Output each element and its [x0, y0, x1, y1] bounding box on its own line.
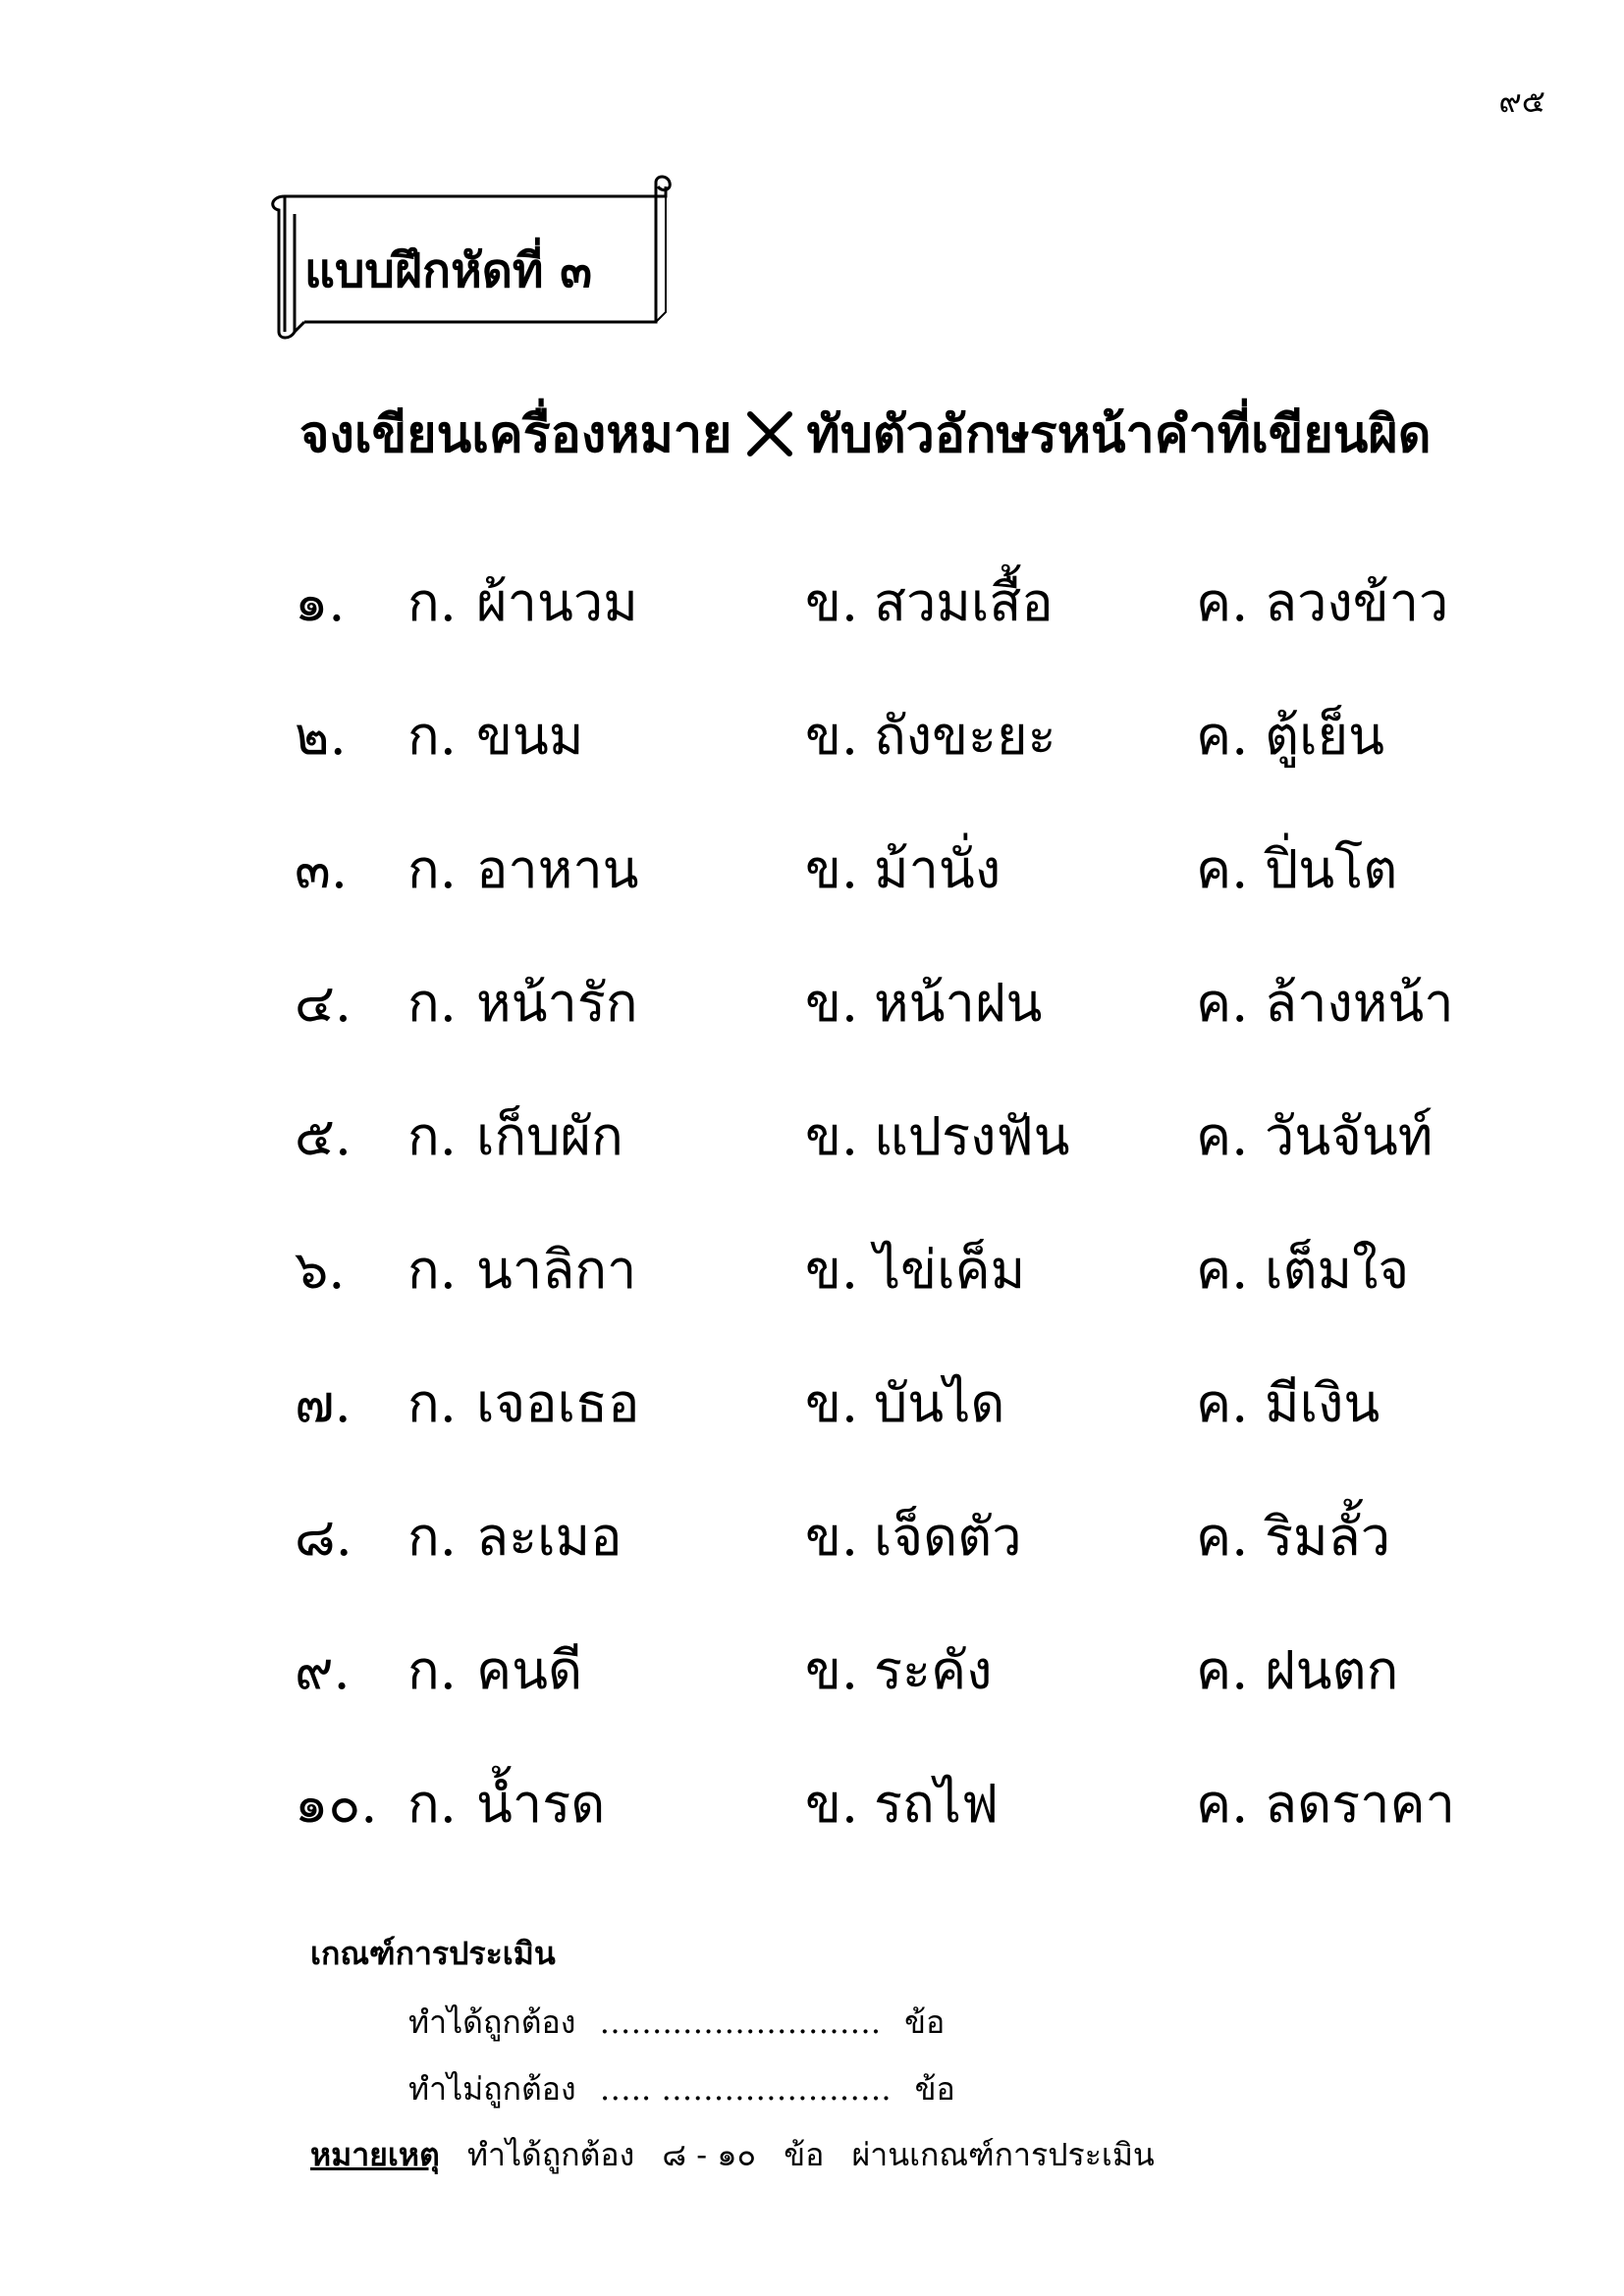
option-b[interactable] — [805, 960, 1042, 1044]
exercise-row — [295, 827, 1532, 960]
note-line — [310, 2130, 1172, 2180]
option-a[interactable] — [407, 1761, 605, 1845]
option-b[interactable] — [805, 1361, 1004, 1445]
option-word: ตู้เย็น — [1265, 705, 1385, 767]
option-b[interactable] — [805, 1628, 993, 1712]
option-letter: ก. — [407, 1239, 457, 1301]
option-letter: ข. — [805, 838, 859, 900]
criteria-correct — [408, 1998, 958, 2048]
exercise-list — [295, 560, 1532, 1895]
option-a[interactable] — [407, 827, 639, 911]
exercise-title: แบบฝึกหัดที่ ๓ — [304, 243, 593, 298]
option-c[interactable] — [1196, 1494, 1390, 1578]
option-letter: ก. — [407, 1105, 457, 1167]
option-letter: ก. — [407, 1639, 457, 1701]
option-a[interactable] — [407, 1094, 623, 1178]
option-letter: ก. — [407, 705, 457, 767]
option-c[interactable] — [1196, 960, 1454, 1044]
option-word: รถไฟ — [874, 1773, 1000, 1835]
option-letter: ค. — [1196, 705, 1249, 767]
option-letter: ข. — [805, 1639, 859, 1701]
option-letter: ข. — [805, 1773, 859, 1835]
option-letter: ก. — [407, 1372, 457, 1434]
option-word: ล้างหน้า — [1265, 972, 1454, 1034]
option-b[interactable] — [805, 1094, 1070, 1178]
option-b[interactable] — [805, 693, 1056, 777]
option-a[interactable] — [407, 693, 583, 777]
option-word: ลดราคา — [1265, 1773, 1455, 1835]
item-number: ๖. — [295, 1239, 346, 1301]
option-a[interactable] — [407, 1227, 636, 1311]
option-b[interactable] — [805, 827, 1001, 911]
option-word: อาหาน — [476, 838, 639, 900]
exercise-row — [295, 1494, 1532, 1628]
option-word: บันได — [874, 1372, 1005, 1434]
item-number: ๘. — [295, 1506, 352, 1568]
criteria-incorrect-unit: ข้อ — [914, 2070, 955, 2108]
option-letter: ก. — [407, 838, 457, 900]
option-word: ถังขะยะ — [874, 705, 1056, 767]
exercise-row — [295, 960, 1532, 1094]
option-letter: ข. — [805, 1506, 859, 1568]
option-c[interactable] — [1196, 560, 1448, 644]
option-word: ม้านั่ง — [874, 838, 1001, 900]
option-word: เจอเธอ — [476, 1372, 640, 1434]
option-letter: ข. — [805, 571, 859, 633]
option-word: ขนม — [476, 705, 584, 767]
option-c[interactable] — [1196, 1761, 1455, 1845]
option-word: ผ้านวม — [476, 571, 638, 633]
option-letter: ข. — [805, 972, 859, 1034]
option-word: ปิ่นโต — [1265, 838, 1398, 900]
option-word: ริมลั้ว — [1265, 1506, 1391, 1568]
option-letter: ค. — [1196, 972, 1249, 1034]
option-word: ละเมอ — [476, 1506, 623, 1568]
criteria-incorrect-label: ทำไม่ถูกต้อง — [408, 2070, 576, 2108]
exercise-row — [295, 1227, 1532, 1361]
option-c[interactable] — [1196, 1094, 1433, 1178]
option-c[interactable] — [1196, 1361, 1380, 1445]
criteria-correct-unit: ข้อ — [904, 2003, 946, 2041]
option-word: วันจันท์ — [1265, 1105, 1434, 1167]
option-letter: ก. — [407, 1506, 457, 1568]
exercise-row — [295, 1761, 1532, 1895]
option-word: หน้าฝน — [874, 972, 1043, 1034]
option-letter: ข. — [805, 1105, 859, 1167]
criteria-incorrect — [408, 2064, 969, 2114]
option-a[interactable] — [407, 560, 638, 644]
option-b[interactable] — [805, 1494, 1022, 1578]
option-letter: ข. — [805, 705, 859, 767]
option-letter: ก. — [407, 1773, 457, 1835]
x-mark-icon — [744, 408, 795, 459]
option-word: ระคัง — [874, 1639, 993, 1701]
option-letter: ค. — [1196, 571, 1249, 633]
note-text: ทำได้ถูกต้อง — [466, 2136, 635, 2173]
option-letter: ค. — [1196, 1372, 1249, 1434]
option-word: นาลิกา — [476, 1239, 637, 1301]
item-number: ๑. — [295, 571, 346, 633]
option-letter: ค. — [1196, 1105, 1249, 1167]
item-number: ๔. — [295, 972, 352, 1034]
option-word: ไข่เค็ม — [874, 1239, 1026, 1301]
evaluation-criteria — [310, 1929, 1390, 2173]
item-number: ๗. — [295, 1372, 352, 1434]
option-a[interactable] — [407, 1494, 623, 1578]
option-word: เต็มใจ — [1265, 1239, 1410, 1301]
option-letter: ค. — [1196, 1506, 1249, 1568]
title-scroll-banner — [265, 175, 677, 340]
criteria-correct-blank[interactable]: ……..………………. — [599, 2003, 881, 2041]
option-word: เก็บผัก — [476, 1105, 623, 1167]
option-word: น้ำรด — [476, 1773, 606, 1835]
option-letter: ค. — [1196, 1239, 1249, 1301]
option-letter: ค. — [1196, 1639, 1249, 1701]
item-number: ๑๐. — [295, 1773, 378, 1835]
option-a[interactable] — [407, 1361, 639, 1445]
option-word: หน้ารัก — [476, 972, 638, 1034]
item-number: ๓. — [295, 838, 349, 900]
option-c[interactable] — [1196, 693, 1384, 777]
instruction — [299, 393, 1517, 474]
note-range: ๘ - ๑๐ — [662, 2136, 757, 2173]
page-number: ๙๕ — [1498, 82, 1545, 120]
exercise-row — [295, 1361, 1532, 1494]
option-letter: ก. — [407, 972, 457, 1034]
option-c[interactable] — [1196, 827, 1397, 911]
option-a[interactable] — [407, 960, 638, 1044]
option-c[interactable] — [1196, 1628, 1398, 1712]
instruction-before: จงเขียนเครื่องหมาย — [299, 404, 732, 464]
option-word: เจ็ดตัว — [874, 1506, 1022, 1568]
exercise-row — [295, 1628, 1532, 1761]
option-word: ลวงข้าว — [1265, 571, 1449, 633]
option-word: สวมเสื้อ — [874, 571, 1054, 633]
option-letter: ค. — [1196, 1773, 1249, 1835]
note-result: ผ่านเกณฑ์การประเมิน — [851, 2136, 1155, 2173]
option-word: แปรงฟัน — [874, 1105, 1070, 1167]
option-word: คนดี — [476, 1639, 583, 1701]
option-letter: ข. — [805, 1372, 859, 1434]
option-b[interactable] — [805, 560, 1054, 644]
option-c[interactable] — [1196, 1227, 1409, 1311]
item-number: ๙. — [295, 1639, 351, 1701]
note-label: หมายเหตุ — [310, 2136, 440, 2173]
exercise-row — [295, 560, 1532, 693]
item-number: ๕. — [295, 1105, 352, 1167]
option-letter: ข. — [805, 1239, 859, 1301]
exercise-row — [295, 1094, 1532, 1227]
option-b[interactable] — [805, 1227, 1025, 1311]
option-letter: ก. — [407, 571, 457, 633]
option-a[interactable] — [407, 1628, 582, 1712]
option-word: มีเงิน — [1265, 1372, 1380, 1434]
item-number: ๒. — [295, 705, 347, 767]
criteria-incorrect-blank[interactable]: ….. …………………. — [599, 2070, 892, 2108]
criteria-title: เกณฑ์การประเมิน — [310, 1935, 556, 1972]
option-word: ฝนตก — [1265, 1639, 1399, 1701]
option-letter: ค. — [1196, 838, 1249, 900]
criteria-correct-label: ทำได้ถูกต้อง — [408, 2003, 576, 2041]
note-unit: ข้อ — [784, 2136, 825, 2173]
exercise-row — [295, 693, 1532, 827]
instruction-after: ทับตัวอักษรหน้าคำที่เขียนผิด — [806, 404, 1432, 464]
option-b[interactable] — [805, 1761, 999, 1845]
